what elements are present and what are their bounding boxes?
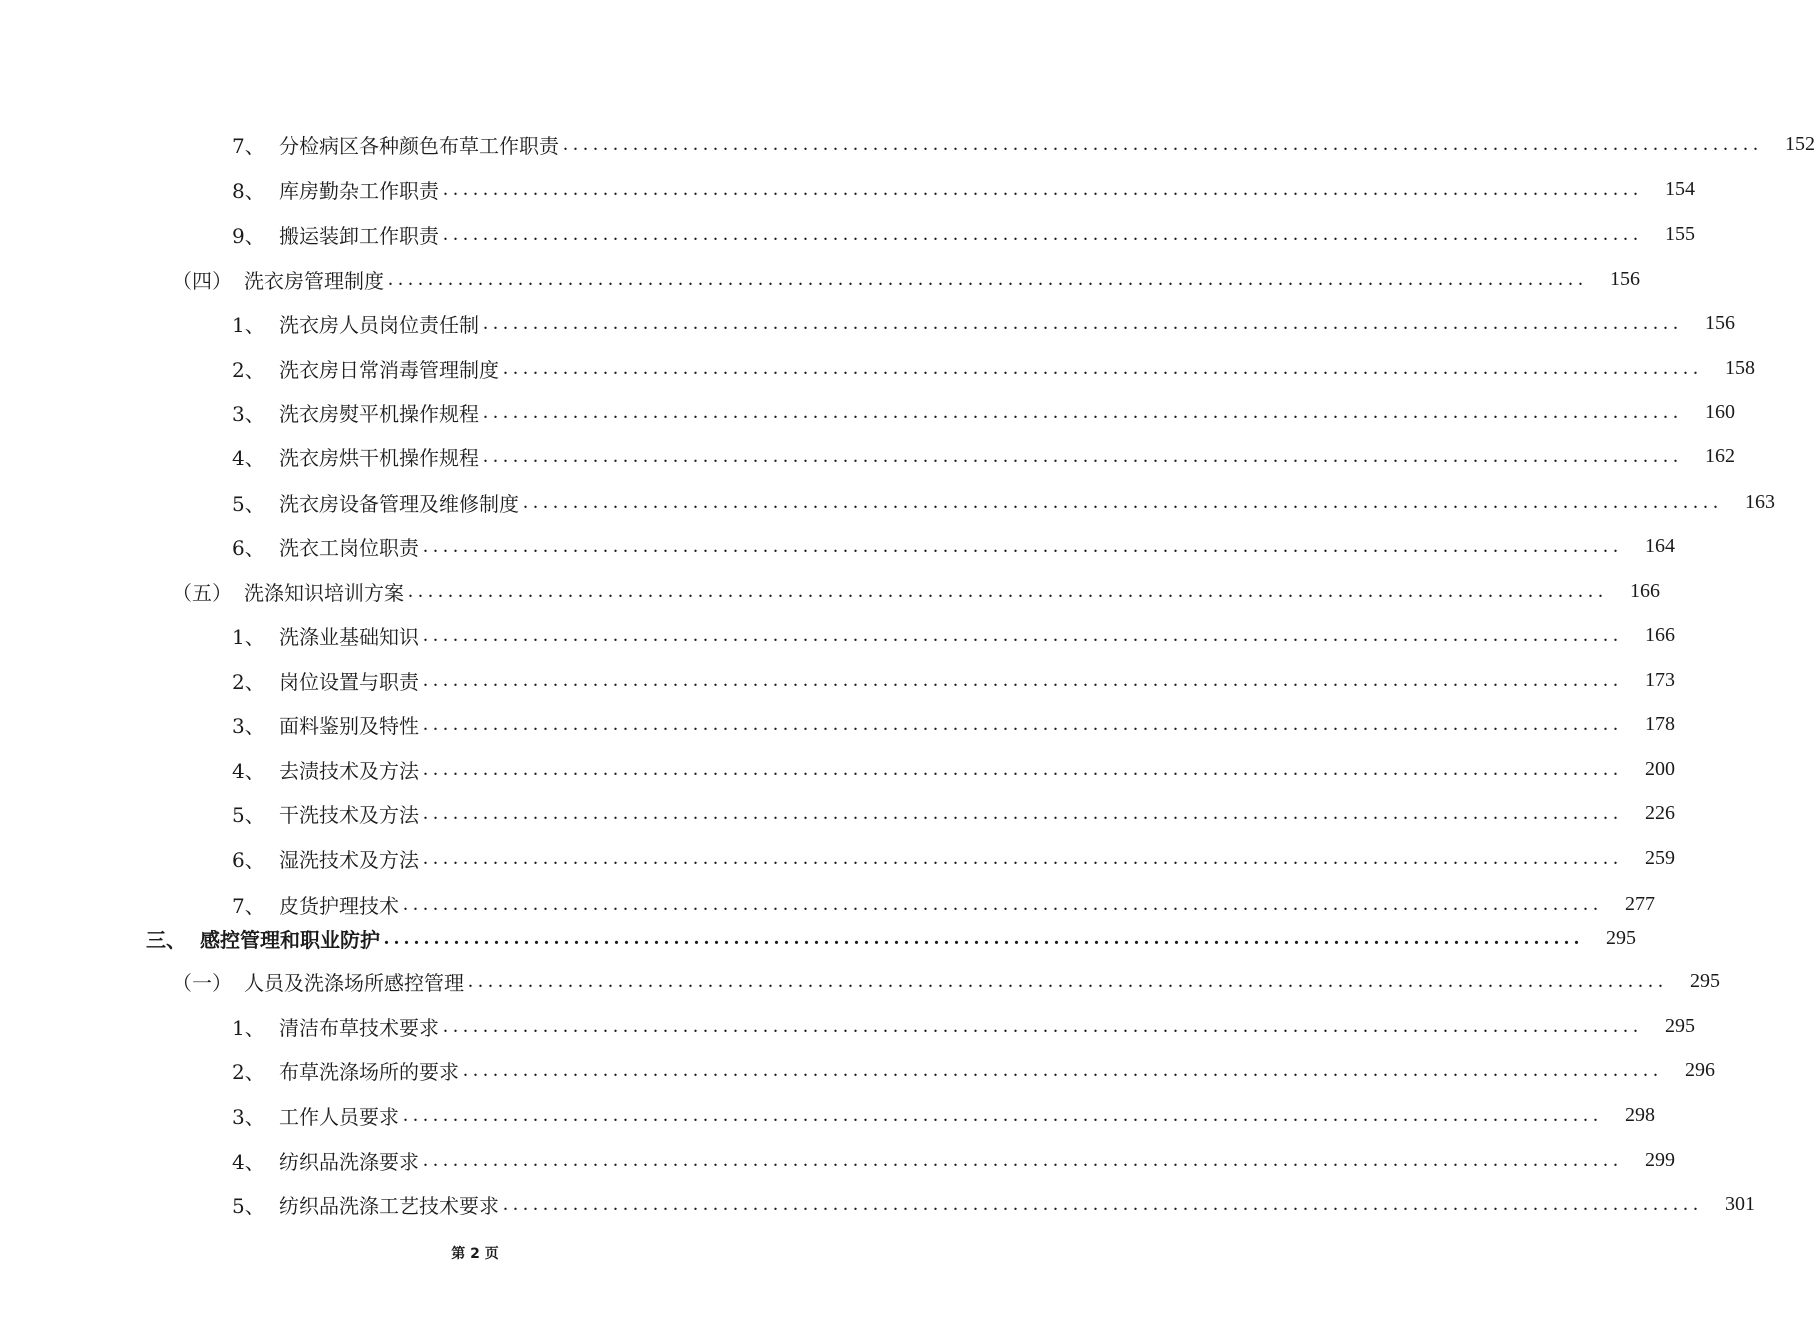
dot-leader: ........................................................................................................................ [423,623,1623,646]
dot-leader: ........................................................................................................................ [423,1148,1623,1171]
dot-leader: ........................................................................................................................ [483,444,1683,467]
dot-leader: ........................................................................................................................ [423,668,1623,691]
toc-entry-number: 2、 [232,357,265,382]
toc-entry-number: 2、 [232,669,265,694]
toc-entry-title: 分检病区各种颜色布草工作职责 [279,133,559,158]
toc-entry-number: 5、 [232,491,265,516]
toc-entry [232,754,1675,784]
toc-entry-page: 156 [1705,311,1735,334]
toc-entry-number: 3、 [232,713,265,738]
toc-entry-number: （四） [172,268,232,293]
toc-entry-page: 178 [1645,712,1675,735]
toc-entry-number: 1、 [232,624,265,649]
toc-entry-page: 162 [1705,444,1735,467]
dot-leader: ........................................................................................................................ [503,356,1703,379]
toc-entry-title: 面料鉴别及特性 [279,713,419,738]
toc-entry-title: 洗涤业基础知识 [279,624,419,649]
toc-entry-number: 4、 [232,1149,265,1174]
toc-entry-number: （一） [172,970,232,995]
toc-entry-number: 5、 [232,1193,265,1218]
toc-entry [232,353,1755,383]
dot-leader: ........................................................................................................................ [468,969,1668,992]
dot-leader: ........................................................................................................................ [384,926,1584,949]
dot-leader: ........................................................................................................................ [408,579,1608,602]
toc-entry-page: 295 [1690,969,1720,992]
toc-entry [172,264,1640,294]
dot-leader: ........................................................................................................................ [423,712,1623,735]
page-footer: 第 2 页 [451,1246,499,1262]
toc-entry-number: 8、 [232,178,265,203]
dot-leader: ........................................................................................................................ [443,177,1643,200]
toc-entry-number: 7、 [232,893,265,918]
toc-entry-number: 3、 [232,401,265,426]
toc-entry-page: 200 [1645,757,1675,780]
toc-entry-number: 5、 [232,802,265,827]
toc-entry-page: 295 [1606,926,1636,949]
toc-entry-page: 166 [1630,579,1660,602]
toc-entry-page: 259 [1645,846,1675,869]
dot-leader: ........................................................................................................................ [463,1058,1663,1081]
toc-entry-title: 洗涤知识培训方案 [244,580,404,605]
dot-leader: ........................................................................................................................ [523,490,1723,513]
dot-leader: ........................................................................................................................ [423,534,1623,557]
dot-leader: ........................................................................................................................ [483,311,1683,334]
toc-entry-title: 洗衣房日常消毒管理制度 [279,357,499,382]
toc-entry-page: 166 [1645,623,1675,646]
toc-entry-title: 库房勤杂工作职责 [279,178,439,203]
toc-entry-page: 296 [1685,1058,1715,1081]
toc-entry-number: （五） [172,580,232,605]
toc-entry-page: 295 [1665,1014,1695,1037]
dot-leader: ........................................................................................................................ [403,1103,1603,1126]
toc-entry-number: 3、 [232,1104,265,1129]
toc-entry-number: 1、 [232,312,265,337]
toc-entry-title: 布草洗涤场所的要求 [279,1059,459,1084]
toc-entry-title: 工作人员要求 [279,1104,399,1129]
toc-entry [232,397,1735,427]
toc-entry-page: 156 [1610,267,1640,290]
dot-leader: ........................................................................................................................ [388,267,1588,290]
toc-entry-title: 清洁布草技术要求 [279,1015,439,1040]
dot-leader: ........................................................................................................................ [503,1192,1703,1215]
toc-entry-title: 去渍技术及方法 [279,758,419,783]
dot-leader: ........................................................................................................................ [483,400,1683,423]
toc-entry-title: 洗衣房管理制度 [244,268,384,293]
dot-leader: ........................................................................................................................ [423,757,1623,780]
toc-entry-title: 人员及洗涤场所感控管理 [244,970,464,995]
toc-entry-title: 洗衣房熨平机操作规程 [279,401,479,426]
toc-entry-title: 干洗技术及方法 [279,802,419,827]
toc-entry-title: 洗衣房烘干机操作规程 [279,445,479,470]
toc-entry-page: 277 [1625,892,1655,915]
toc-entry-title: 感控管理和职业防护 [200,927,380,952]
toc-entry [232,798,1675,828]
toc-entry-page: 155 [1665,222,1695,245]
toc-entry [232,889,1655,919]
toc-entry-page: 299 [1645,1148,1675,1171]
toc-entry-number: 6、 [232,535,265,560]
toc-entry-page: 158 [1725,356,1755,379]
toc-entry-number: 4、 [232,445,265,470]
toc-entry-title: 皮货护理技术 [279,893,399,918]
dot-leader: ........................................................................................................................ [423,801,1623,824]
toc-entry-number: 7、 [232,133,265,158]
toc-entry-title: 纺织品洗涤要求 [279,1149,419,1174]
toc-entry [232,308,1735,338]
toc-entry [232,1189,1755,1219]
toc-entry-page: 160 [1705,400,1735,423]
toc-entry [232,129,1815,159]
toc-entry-page: 164 [1645,534,1675,557]
toc-entry [232,843,1675,873]
toc-entry [232,1055,1715,1085]
toc-entry-title: 搬运装卸工作职责 [279,223,439,248]
toc-entry [232,1011,1695,1041]
toc-entry [172,966,1720,996]
toc-entry-title: 湿洗技术及方法 [279,847,419,872]
toc-entry [146,923,1636,953]
toc-entry-number: 4、 [232,758,265,783]
toc-entry-page: 173 [1645,668,1675,691]
toc-entry [232,531,1675,561]
toc-entry-page: 154 [1665,177,1695,200]
dot-leader: ........................................................................................................................ [443,222,1643,245]
toc-entry-title: 洗衣工岗位职责 [279,535,419,560]
toc-entry-number: 6、 [232,847,265,872]
toc-entry-page: 163 [1745,490,1775,513]
toc-entry-title: 岗位设置与职责 [279,669,419,694]
toc-entry-number: 三、 [146,927,186,952]
toc-entry-title: 洗衣房设备管理及维修制度 [279,491,519,516]
toc-entry-number: 1、 [232,1015,265,1040]
dot-leader: ........................................................................................................................ [443,1014,1643,1037]
toc-entry-page: 301 [1725,1192,1755,1215]
dot-leader: ........................................................................................................................ [563,132,1763,155]
toc-entry-page: 298 [1625,1103,1655,1126]
toc-entry-title: 纺织品洗涤工艺技术要求 [279,1193,499,1218]
toc-entry-number: 9、 [232,223,265,248]
toc-entry-title: 洗衣房人员岗位责任制 [279,312,479,337]
dot-leader: ........................................................................................................................ [423,846,1623,869]
toc-entry-page: 226 [1645,801,1675,824]
toc-entry [232,665,1675,695]
toc-entry [232,1100,1655,1130]
dot-leader: ........................................................................................................................ [403,892,1603,915]
toc-entry [232,487,1775,517]
toc-entry-number: 2、 [232,1059,265,1084]
toc-entry [232,620,1675,650]
toc-entry [232,174,1695,204]
toc-entry [232,709,1675,739]
toc-entry [232,219,1695,249]
toc-entry-page: 152 [1785,132,1815,155]
toc-entry [172,576,1660,606]
toc-entry [232,1145,1675,1175]
toc-entry [232,441,1735,471]
